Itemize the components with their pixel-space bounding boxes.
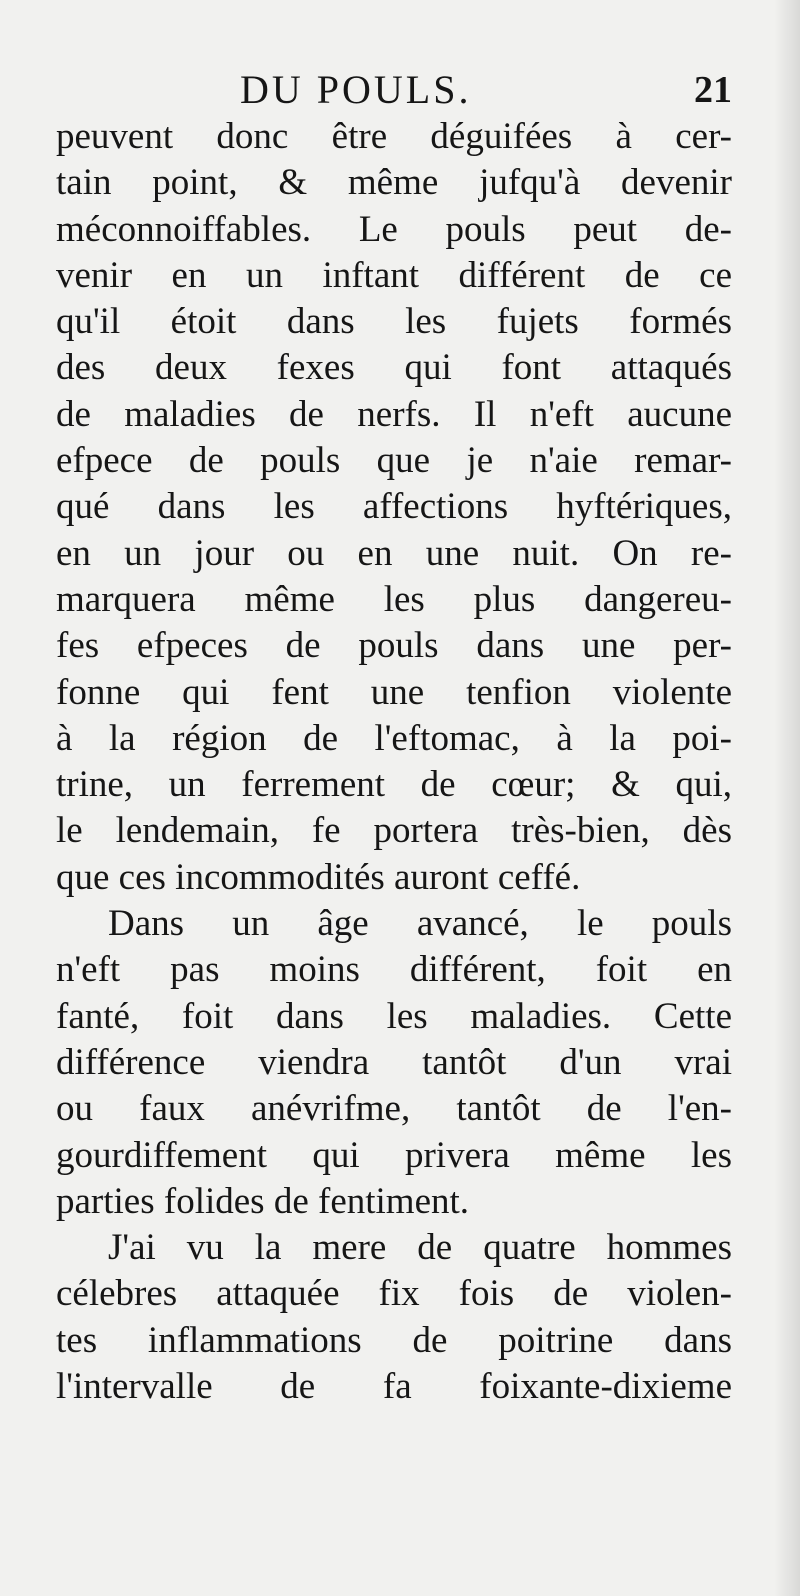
- text-line: tain point, & même jufqu'à devenir: [56, 162, 732, 204]
- text-line: marquera même les plus dangereu-: [56, 578, 732, 620]
- text-line: n'eft pas moins différent, foit en: [56, 949, 732, 991]
- text-line: à la région de l'eftomac, à la poi-: [56, 717, 732, 759]
- body-text: [56, 114, 732, 1410]
- text-line: que ces incommodités auront ceffé.: [56, 856, 581, 898]
- text-line: qué dans les affections hyftériques,: [56, 486, 732, 528]
- text-line: des deux fexes qui font attaqués: [56, 347, 732, 389]
- page-number: 21: [694, 69, 732, 111]
- text-line: trine, un ferrement de cœur; & qui,: [56, 764, 732, 806]
- text-line: efpece de pouls que je n'aie remar-: [56, 440, 732, 482]
- text-line: de maladies de nerfs. Il n'eft aucune: [56, 393, 732, 435]
- text-line: différence viendra tantôt d'un vrai: [56, 1041, 732, 1083]
- paragraph: [56, 1225, 732, 1410]
- text-line: le lendemain, fe portera très-bien, dès: [56, 810, 732, 852]
- text-line: méconnoiffables. Le pouls peut de-: [56, 208, 732, 250]
- text-line: J'ai vu la mere de quatre hommes: [108, 1227, 732, 1269]
- text-line: fonne qui fent une tenfion violente: [56, 671, 732, 713]
- running-head: [50, 64, 732, 116]
- running-head-title: DU POULS.: [240, 67, 472, 112]
- text-line: parties folides de fentiment.: [56, 1180, 470, 1222]
- text-line: ou faux anévrifme, tantôt de l'en-: [56, 1088, 732, 1130]
- text-line: tes inflammations de poitrine dans: [56, 1319, 732, 1361]
- text-line: Dans un âge avancé, le pouls: [108, 903, 732, 945]
- text-line: l'intervalle de fa foixante-dixieme: [56, 1366, 732, 1408]
- text-line: fanté, foit dans les maladies. Cette: [56, 995, 732, 1037]
- text-line: peuvent donc être déguifées à cer-: [56, 116, 732, 157]
- text-line: célebres attaquée fix fois de violen-: [56, 1273, 732, 1315]
- paragraph: [56, 901, 732, 1225]
- text-line: fes efpeces de pouls dans une per-: [56, 625, 732, 667]
- text-line: qu'il étoit dans les fujets formés: [56, 301, 732, 343]
- paragraph: [56, 114, 732, 901]
- text-line: gourdiffement qui privera même les: [56, 1134, 732, 1176]
- text-line: en un jour ou en une nuit. On re-: [56, 532, 732, 574]
- text-line: venir en un inftant différent de ce: [56, 254, 732, 296]
